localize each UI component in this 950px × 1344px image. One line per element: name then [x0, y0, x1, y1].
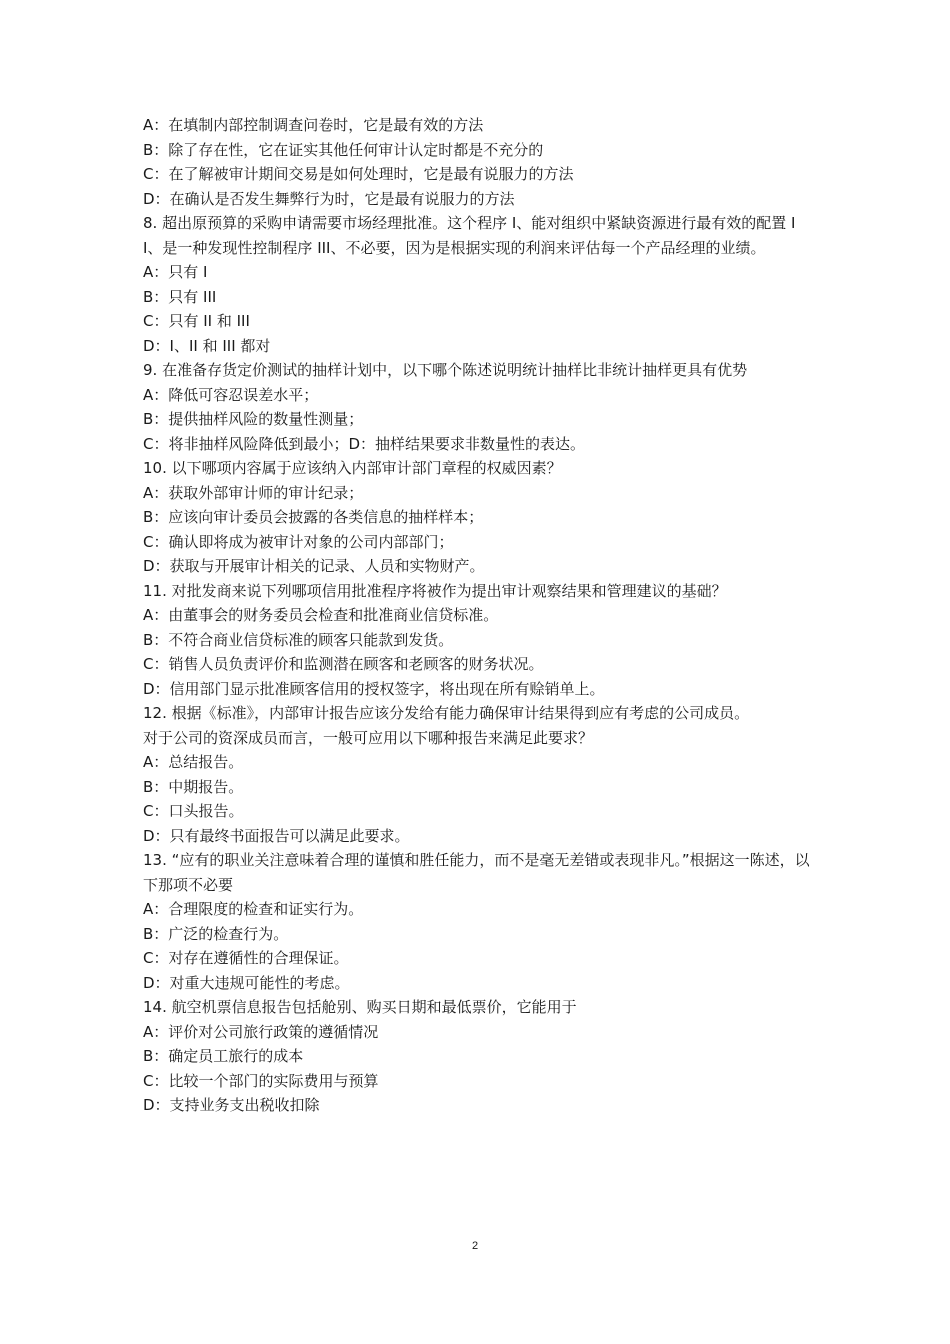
option-line: B：除了存在性，它在证实其他任何审计认定时都是不充分的	[143, 140, 544, 159]
option-line: B：确定员工旅行的成本	[143, 1047, 304, 1065]
option-line: A：降低可容忍误差水平；	[143, 385, 319, 404]
question-14: 14. 航空机票信息报告包括舱别、购买日期和最低票价，它能用于	[143, 998, 577, 1016]
option-line: A：在填制内部控制调查问卷时，它是最有效的方法	[143, 116, 484, 134]
option-line: C：只有 II 和 III	[143, 312, 250, 330]
option-line: C：在了解被审计期间交易是如何处理时，它是最有说服力的方法	[143, 165, 574, 183]
question-12-subtext: 对于公司的资深成员而言，一般可应用以下哪种报告来满足此要求？	[143, 728, 594, 747]
option-line: A：总结报告。	[143, 753, 244, 771]
option-line: C：比较一个部门的实际费用与预算	[143, 1071, 379, 1090]
option-line: B：只有 III	[143, 287, 217, 306]
option-line: A：获取外部审计师的审计纪录；	[143, 483, 364, 502]
option-line: D：信用部门显示批准顾客信用的授权签字，将出现在所有赊销单上。	[143, 679, 605, 698]
option-line: A：评价对公司旅行政策的遵循情况	[143, 1022, 379, 1041]
page-body	[143, 113, 813, 1118]
option-line: A：只有 I	[143, 263, 208, 281]
question-11: 11. 对批发商来说下列哪项信用批准程序将被作为提出审计观察结果和管理建议的基础？	[143, 581, 727, 600]
option-line: B：广泛的检查行为。	[143, 924, 289, 943]
option-line: D：对重大违规可能性的考虑。	[143, 973, 350, 992]
option-line: B：不符合商业信贷标准的顾客只能款到发货。	[143, 630, 454, 649]
question-10: 10. 以下哪项内容属于应该纳入内部审计部门章程的权威因素？	[143, 459, 562, 477]
option-line: C：口头报告。	[143, 802, 244, 820]
page-number: 2	[471, 1240, 479, 1252]
option-line: C：对存在遵循性的合理保证。	[143, 949, 349, 967]
option-line: C：确认即将成为被审计对象的公司内部部门；	[143, 532, 454, 551]
option-line: B：中期报告。	[143, 777, 244, 796]
option-line: C：销售人员负责评价和监测潜在顾客和老顾客的财务状况。	[143, 655, 544, 673]
question-8: 8. 超出原预算的采购申请需要市场经理批准。这个程序 I、能对组织中紧缺资源进行最有效的配置 II、是一种发现性控制程序 III、不必要，因为是根据实现的利润来评估每一个产品经理的业绩。	[143, 214, 796, 257]
option-line: B：应该向审计委员会披露的各类信息的抽样样本；	[143, 508, 484, 526]
option-line: A：由董事会的财务委员会检查和批准商业信贷标准。	[143, 606, 499, 624]
option-line: D：只有最终书面报告可以满足此要求。	[143, 826, 410, 845]
option-line: C：将非抽样风险降低到最小；D：抽样结果要求非数量性的表达。	[143, 434, 586, 453]
option-line: D：支持业务支出税收扣除	[143, 1096, 320, 1114]
option-line: A：合理限度的检查和证实行为。	[143, 900, 364, 918]
option-line: D：I、II 和 III 都对	[143, 336, 271, 355]
question-13: 13. “应有的职业关注意味着合理的谨慎和胜任能力，而不是毫无差错或表现非凡。”根据这一陈述，以下那项不必要	[143, 851, 810, 894]
option-line: D：获取与开展审计相关的记录、人员和实物财产。	[143, 557, 485, 575]
question-12: 12. 根据《标准》，内部审计报告应该分发给有能力确保审计结果得到应有考虑的公司成员。	[143, 704, 750, 722]
question-9: 9. 在准备存货定价测试的抽样计划中，以下哪个陈述说明统计抽样比非统计抽样更具有优势	[143, 361, 748, 379]
option-line: B：提供抽样风险的数量性测量；	[143, 410, 364, 428]
option-line: D：在确认是否发生舞弊行为时，它是最有说服力的方法	[143, 189, 515, 208]
